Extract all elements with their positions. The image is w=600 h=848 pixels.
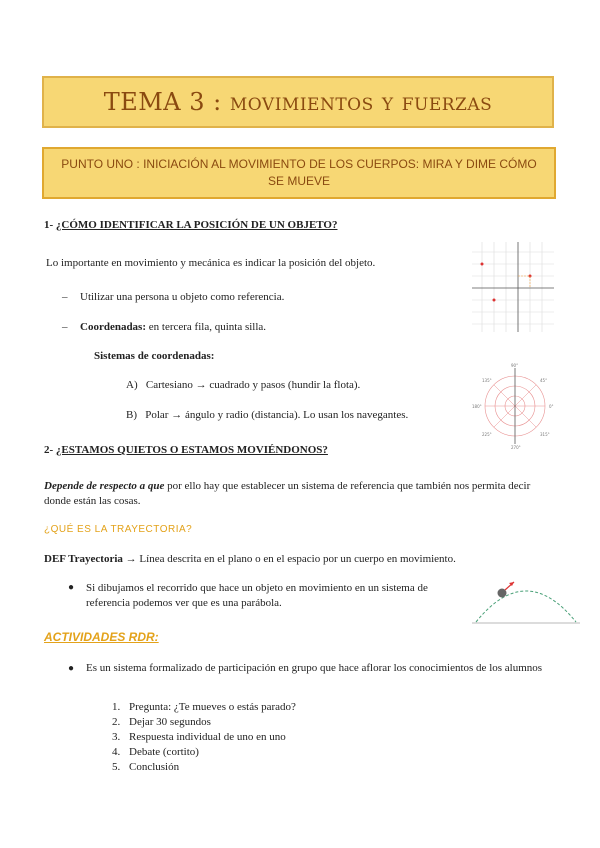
bullet-marker-2: ● [68, 663, 75, 674]
list-item: 2. Dejar 30 segundos [112, 716, 211, 728]
section-subtitle: PUNTO UNO : INICIACIÓN AL MOVIMIENTO DE LOS CUERPOS: MIRA Y DIME CÓMO SE MUEVE [61, 157, 537, 188]
system-a-text: Cartesiano → cuadrado y pasos (hundir la flota). [145, 379, 361, 391]
svg-text:270°: 270° [511, 445, 521, 450]
title-banner [42, 76, 554, 128]
system-a [126, 378, 360, 393]
depends-text: por ello hay que establecer un sistema de referencia que también nos permita decir donde están las cosas. [44, 480, 531, 507]
reference-text: Utilizar una persona u objeto como referencia. [80, 291, 285, 303]
svg-text:180°: 180° [472, 404, 482, 409]
system-a-letter: A) [126, 379, 138, 391]
cartesian-plane-figure [472, 242, 554, 332]
system-b [126, 408, 408, 423]
depends-lead: Depende de respecto a que [44, 480, 165, 492]
dash-marker-1: – [62, 291, 68, 303]
definition-text: → Línea descrita en el plano o en el espacio por un cuerpo en movimiento. [122, 553, 456, 565]
system-b-letter: B) [126, 409, 137, 421]
reference-item [80, 290, 284, 305]
subtitle-banner [42, 147, 556, 199]
section1-heading [44, 219, 337, 231]
section1-number: 1- [44, 219, 56, 231]
activities-text: Es un sistema formalizado de participación en grupo que hace aflorar los conocimientos de los alumnos [86, 662, 543, 674]
section2-title: ¿ESTAMOS QUIETOS O ESTAMOS MOVIÉNDONOS? [55, 444, 328, 456]
svg-text:225°: 225° [482, 432, 492, 437]
page-title: TEMA 3 : movimientos y fuerzas [103, 88, 493, 116]
svg-text:90°: 90° [511, 363, 519, 368]
bullet-marker-1: ● [68, 582, 75, 593]
trayectoria-definition [44, 552, 456, 567]
parabola-text: Si dibujamos el recorrido que hace un objeto en movimiento en un sistema de referencia podemos ver que es una parábola. [86, 582, 428, 609]
svg-text:0°: 0° [549, 404, 554, 409]
list-item: 3. Respuesta individual de uno en uno [112, 731, 286, 743]
list-item: 5. Conclusión [112, 761, 180, 773]
parabola-trajectory-figure [472, 574, 580, 626]
section2-number: 2- [44, 444, 56, 456]
coordinates-label: Coordenadas: [80, 321, 147, 333]
dash-marker-2: – [62, 321, 68, 333]
svg-text:45°: 45° [540, 378, 548, 383]
section2-paragraph [44, 479, 544, 509]
section2-heading [44, 444, 328, 456]
definition-label: DEF Trayectoria [44, 553, 123, 565]
section1-intro: Lo importante en movimiento y mecánica es indicar la posición del objeto. [46, 257, 376, 269]
list-item: 4. Debate (cortito) [112, 746, 199, 758]
system-b-text: Polar → ángulo y radio (distancia). Lo usan los navegantes. [145, 409, 409, 421]
polar-grid-figure [470, 362, 560, 450]
steps-list [112, 700, 296, 775]
systems-label: Sistemas de coordenadas: [94, 350, 215, 362]
svg-text:135°: 135° [482, 378, 492, 383]
section1-title: ¿CÓMO IDENTIFICAR LA POSICIÓN DE UN OBJETO? [55, 219, 338, 231]
coordinates-item [80, 320, 266, 335]
activities-heading: ACTIVIDADES RDR: [44, 630, 159, 644]
coordinates-text: en tercera fila, quinta silla. [146, 321, 267, 333]
trayectoria-heading: ¿QUÉ ES LA TRAYECTORIA? [44, 524, 193, 535]
list-item: 1. Pregunta: ¿Te mueves o estás parado? [112, 701, 296, 713]
svg-text:315°: 315° [540, 432, 550, 437]
